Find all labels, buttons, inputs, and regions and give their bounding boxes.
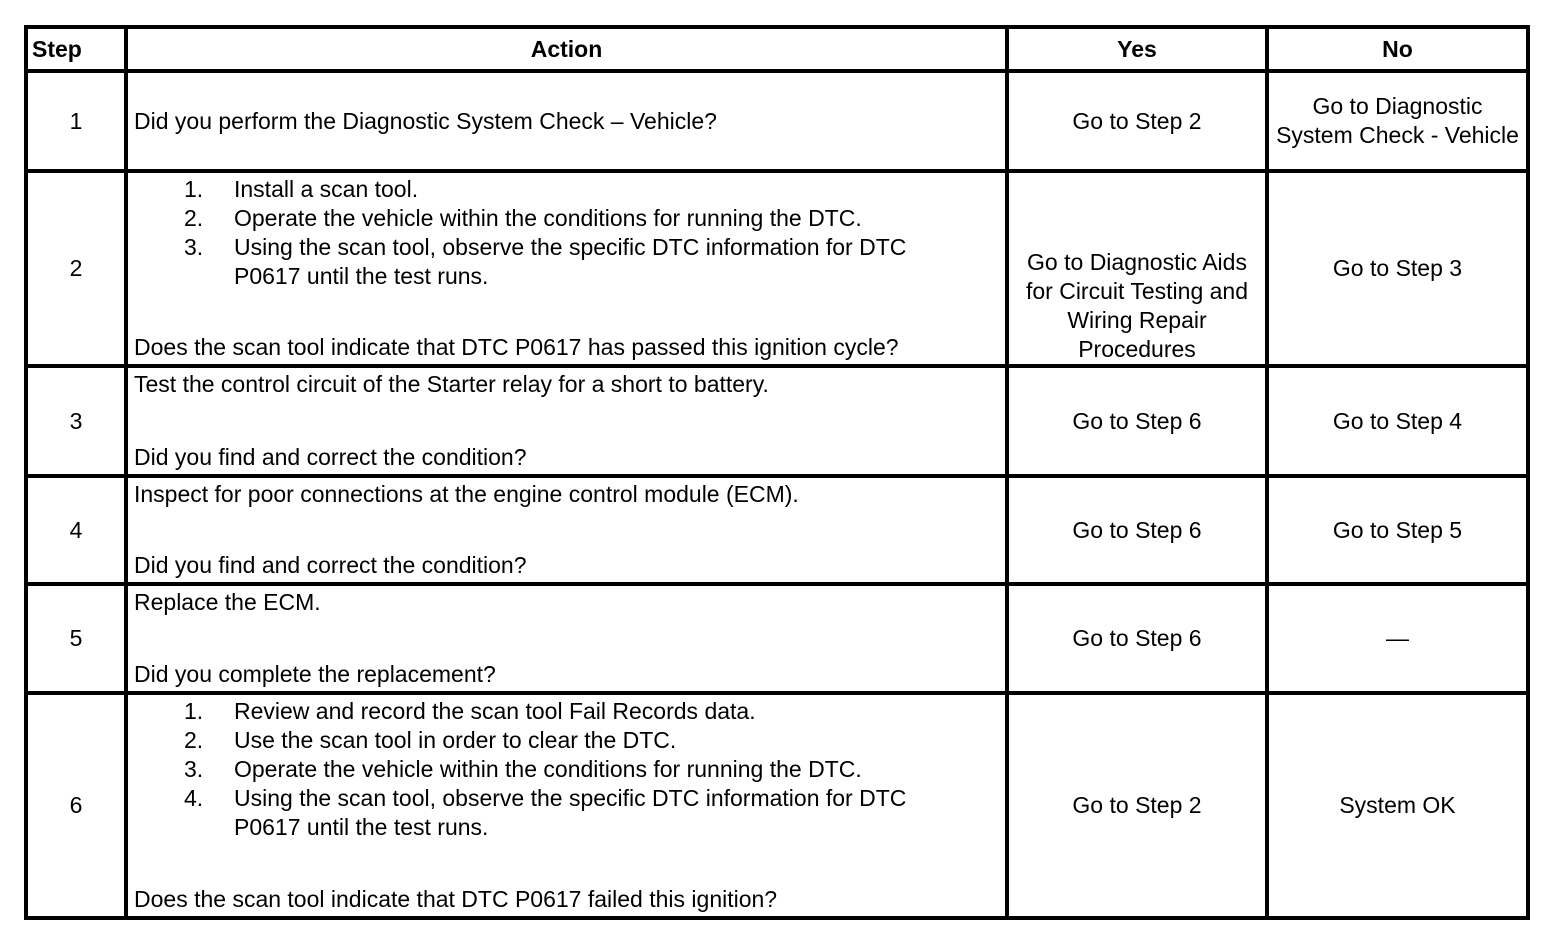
no-cell: Go to Step 4	[1267, 366, 1528, 476]
step-number: 5	[26, 584, 126, 693]
yes-cell: Go to Step 6	[1007, 366, 1267, 476]
action-question: Does the scan tool indicate that DTC P0617 has passed this ignition cycle?	[134, 334, 899, 360]
action-cell	[126, 476, 1007, 584]
header-action: Action	[126, 27, 1007, 71]
diagnostic-table	[24, 25, 1530, 920]
table-header-row	[26, 27, 1528, 71]
yes-cell: Go to Diagnostic Aids for Circuit Testing and Wiring Repair Procedures	[1007, 171, 1267, 366]
list-item: 4. Using the scan tool, observe the specific DTC information for DTC P0617 until the test runs.	[184, 785, 907, 840]
no-cell: System OK	[1267, 693, 1528, 918]
step-number: 6	[26, 693, 126, 918]
action-instruction: Test the control circuit of the Starter relay for a short to battery.	[134, 371, 769, 397]
list-item: 1. Install a scan tool.	[184, 176, 419, 202]
table-row	[26, 476, 1528, 584]
action-cell	[126, 693, 1007, 918]
action-instruction: Inspect for poor connections at the engine control module (ECM).	[134, 481, 799, 507]
step-number: 4	[26, 476, 126, 584]
action-cell	[126, 171, 1007, 366]
yes-cell: Go to Step 2	[1007, 693, 1267, 918]
action-question: Did you perform the Diagnostic System Check – Vehicle?	[134, 107, 717, 134]
header-step: Step	[26, 27, 126, 71]
action-steps-list	[134, 697, 999, 842]
list-item: 2. Operate the vehicle within the conditions for running the DTC.	[184, 205, 862, 231]
step-number: 1	[26, 71, 126, 171]
action-cell	[126, 584, 1007, 693]
action-cell	[126, 366, 1007, 476]
list-item: 3. Using the scan tool, observe the specific DTC information for DTC P0617 until the test runs.	[184, 234, 907, 289]
action-steps-list	[134, 175, 999, 291]
table-row	[26, 584, 1528, 693]
action-question: Did you complete the replacement?	[134, 661, 496, 687]
yes-cell: Go to Step 6	[1007, 476, 1267, 584]
yes-cell: Go to Step 2	[1007, 71, 1267, 171]
no-cell: Go to Diagnostic System Check - Vehicle	[1267, 71, 1528, 171]
header-yes: Yes	[1007, 27, 1267, 71]
header-no: No	[1267, 27, 1528, 71]
action-instruction: Replace the ECM.	[134, 589, 321, 615]
action-question: Did you find and correct the condition?	[134, 444, 527, 470]
table-row	[26, 693, 1528, 918]
table-row	[26, 171, 1528, 366]
table-row	[26, 366, 1528, 476]
step-number: 2	[26, 171, 126, 366]
no-cell: Go to Step 3	[1267, 171, 1528, 366]
yes-cell: Go to Step 6	[1007, 584, 1267, 693]
action-cell	[126, 71, 1007, 171]
no-cell: Go to Step 5	[1267, 476, 1528, 584]
table-row	[26, 71, 1528, 171]
list-item: 2. Use the scan tool in order to clear the DTC.	[184, 727, 677, 753]
action-question: Does the scan tool indicate that DTC P0617 failed this ignition?	[134, 886, 778, 912]
step-number: 3	[26, 366, 126, 476]
no-cell: —	[1267, 584, 1528, 693]
list-item: 3. Operate the vehicle within the conditions for running the DTC.	[184, 756, 862, 782]
action-question: Did you find and correct the condition?	[134, 552, 527, 578]
list-item: 1. Review and record the scan tool Fail Records data.	[184, 698, 756, 724]
